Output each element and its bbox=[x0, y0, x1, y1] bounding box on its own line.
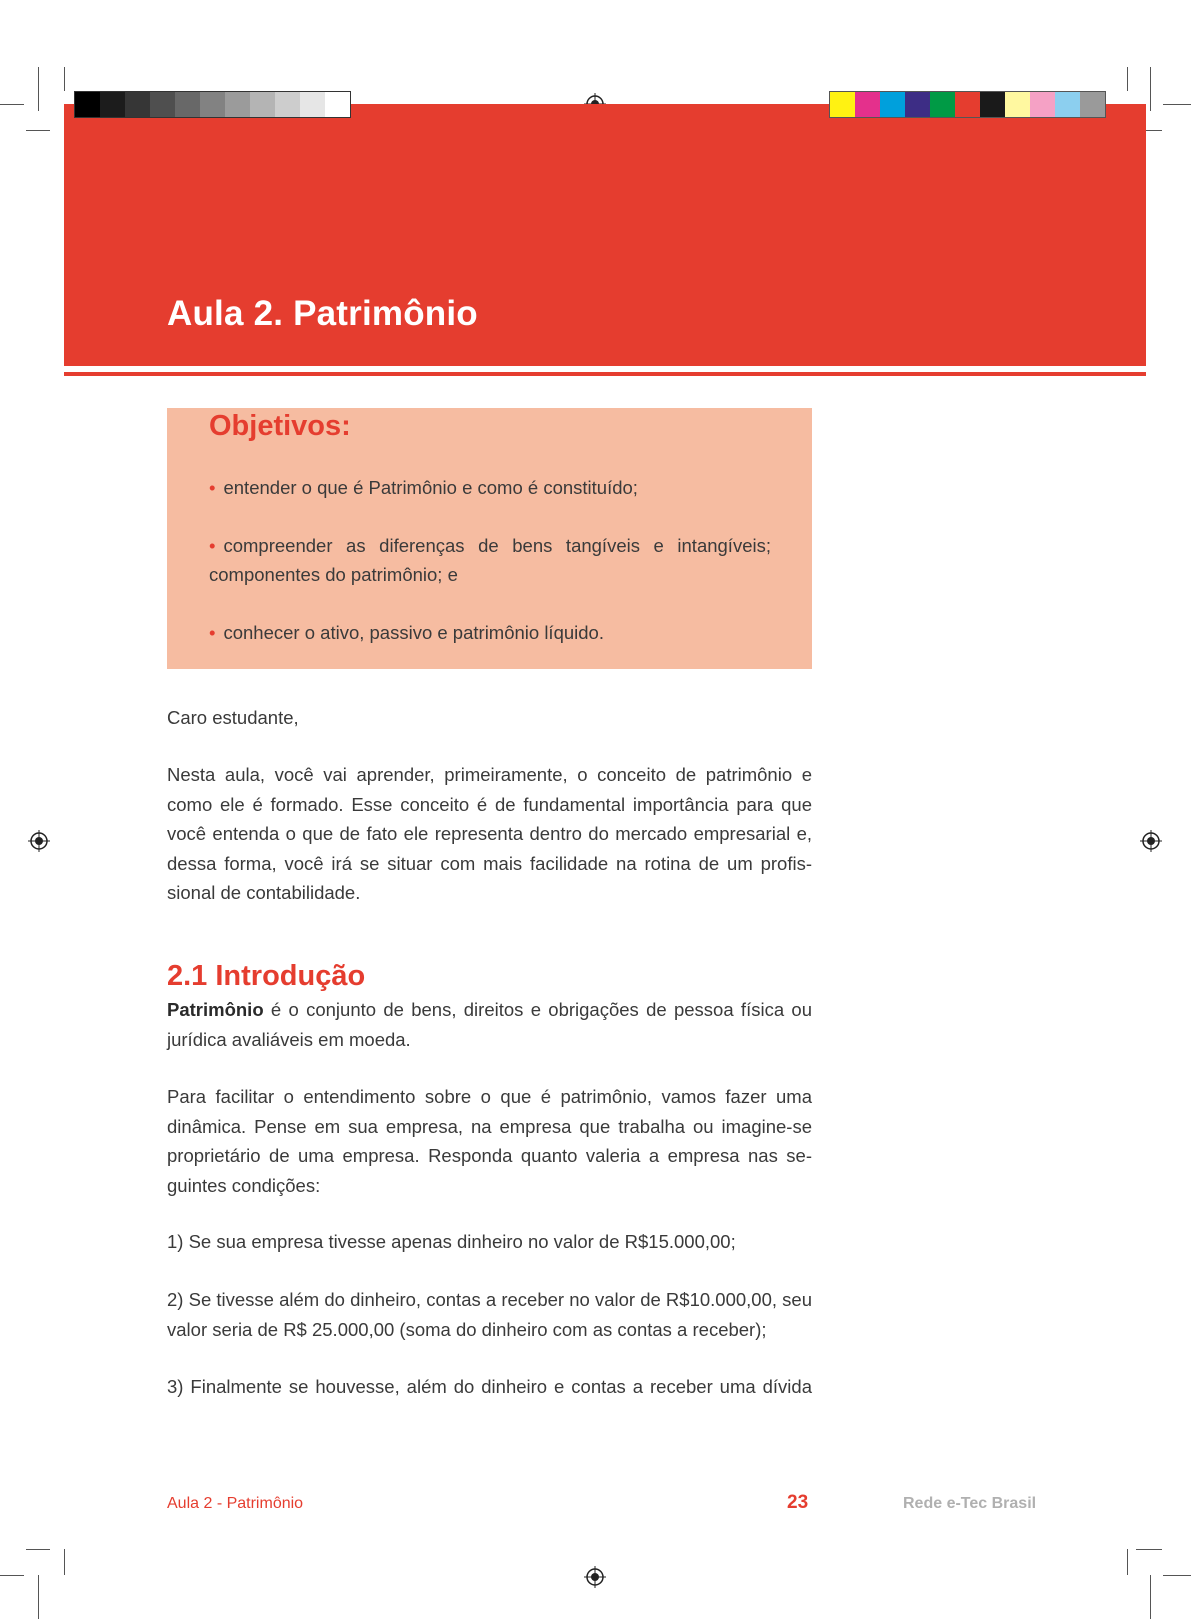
footer-publisher: Rede e-Tec Brasil bbox=[903, 1495, 1037, 1512]
crop-mark bbox=[26, 130, 50, 131]
crop-mark bbox=[38, 67, 39, 111]
condition-3-block bbox=[167, 1372, 812, 1402]
condition-1: 1) Se sua empresa tivesse apenas dinheiro no valor de R$15.000,00; bbox=[167, 1231, 736, 1252]
bullet-icon: • bbox=[209, 535, 216, 556]
crop-mark bbox=[0, 1575, 24, 1576]
grayscale-calibration-strip bbox=[74, 91, 351, 118]
list-item bbox=[209, 473, 771, 502]
crop-mark bbox=[1150, 1575, 1151, 1619]
definition-text: é o conjunto de bens, direitos e obrigações de pessoa física ou jurídica avaliáveis em moeda. bbox=[167, 999, 812, 1050]
crop-mark bbox=[38, 1575, 39, 1619]
bullet-icon: • bbox=[209, 477, 216, 498]
dynamic-paragraph: Para facilitar o entendimento sobre o que é patrimônio, vamos fazer uma dinâmica. Pense em sua empresa, na empresa que trabalha ou imagine-se proprietário de uma empresa. Responda quanto valeria a empresa nas se-guintes condições: bbox=[167, 1086, 812, 1196]
registration-mark-icon bbox=[1140, 830, 1162, 852]
crop-mark bbox=[64, 67, 65, 91]
definition-paragraph bbox=[167, 995, 812, 1054]
section-title: 2.1 Introdução bbox=[167, 960, 366, 992]
greeting-text: Caro estudante, bbox=[167, 707, 299, 728]
crop-mark bbox=[1127, 1549, 1128, 1575]
objectives-box bbox=[167, 408, 812, 669]
color-calibration-strip bbox=[829, 91, 1106, 118]
objectives-list bbox=[209, 473, 771, 676]
definition-block bbox=[167, 995, 812, 1054]
crop-mark bbox=[1150, 67, 1151, 111]
registration-mark-icon bbox=[28, 830, 50, 852]
objectives-heading: Objetivos: bbox=[209, 410, 351, 442]
intro-paragraph: Nesta aula, você vai aprender, primeiramente, o conceito de patrimônio e como ele é formado. Esse conceito é de fundamental importância para que você entenda o que de fato ele representa dentro do mercado empresarial e, dessa forma, você irá se situar com mais facilidade na rotina de um profis-sional de contabilidade. bbox=[167, 764, 812, 903]
crop-mark bbox=[1163, 1575, 1191, 1576]
crop-mark bbox=[1127, 67, 1128, 91]
objective-text: entender o que é Patrimônio e como é constituído; bbox=[223, 477, 638, 498]
crop-mark bbox=[1163, 104, 1191, 105]
objective-text: conhecer o ativo, passivo e patrimônio líquido. bbox=[223, 622, 604, 643]
condition-3: 3) Finalmente se houvesse, além do dinheiro e contas a receber uma dívida bbox=[167, 1376, 812, 1397]
definition-term: Patrimônio bbox=[167, 999, 264, 1020]
dynamic-paragraph-block bbox=[167, 1082, 812, 1200]
page-number: 23 bbox=[787, 1492, 809, 1513]
list-item bbox=[209, 531, 771, 589]
crop-mark bbox=[64, 1549, 65, 1575]
chapter-title: Aula 2. Patrimônio bbox=[167, 294, 478, 333]
footer-chapter-label: Aula 2 - Patrimônio bbox=[167, 1495, 304, 1512]
condition-2-block bbox=[167, 1285, 812, 1344]
registration-mark-icon bbox=[584, 1566, 606, 1588]
bullet-icon: • bbox=[209, 622, 216, 643]
objective-text: compreender as diferenças de bens tangíveis e intangíveis; componentes do patrimônio; e bbox=[209, 535, 771, 585]
crop-mark bbox=[0, 104, 24, 105]
list-item bbox=[209, 618, 771, 647]
crop-mark bbox=[1136, 1549, 1162, 1550]
intro-paragraph-block bbox=[167, 760, 812, 908]
crop-mark bbox=[26, 1549, 50, 1550]
condition-2: 2) Se tivesse além do dinheiro, contas a receber no valor de R$10.000,00, seu valor seria de R$ 25.000,00 (soma do dinheiro com as contas a receber); bbox=[167, 1289, 812, 1340]
banner-divider bbox=[64, 372, 1146, 376]
intro-block bbox=[167, 703, 812, 733]
condition-1-block bbox=[167, 1227, 812, 1257]
